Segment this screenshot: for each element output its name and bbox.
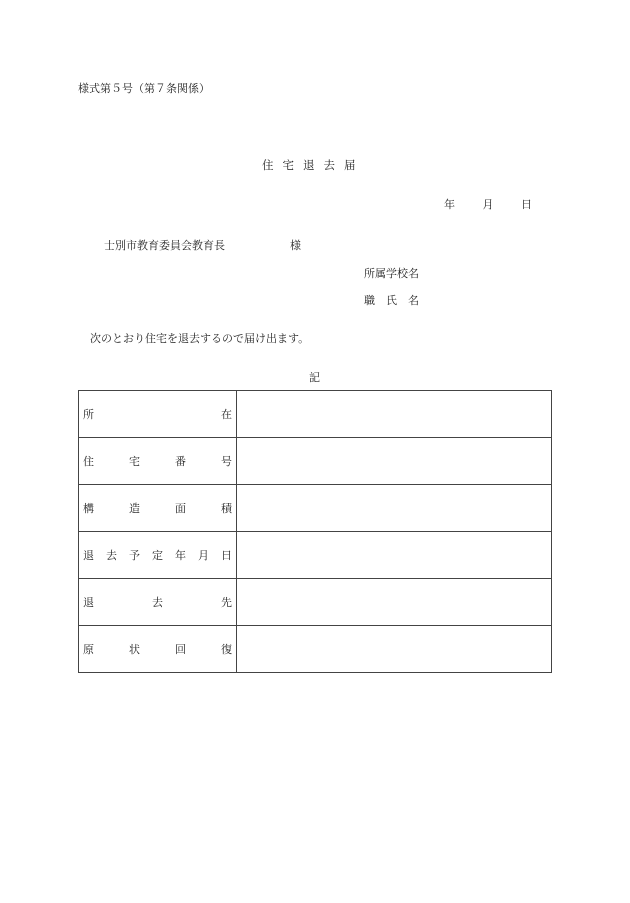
statement-text: 次のとおり住宅を退去するので届け出ます。	[90, 332, 310, 345]
row-label: 退 去 先	[83, 596, 232, 609]
row-value-cell[interactable]	[237, 485, 552, 532]
table-row	[79, 532, 552, 579]
row-label-cell	[79, 532, 237, 579]
date-year-label: 年	[444, 198, 455, 211]
row-label-cell	[79, 391, 237, 438]
table-row	[79, 626, 552, 673]
row-label: 所 在	[83, 408, 232, 421]
row-label: 住 宅 番 号	[83, 455, 232, 468]
table-row	[79, 391, 552, 438]
date-day-label: 日	[521, 198, 532, 211]
row-label: 構 造 面 積	[83, 502, 232, 515]
table-body	[79, 391, 552, 673]
row-value-cell[interactable]	[237, 391, 552, 438]
table-row	[79, 438, 552, 485]
school-name-label: 所属学校名	[364, 267, 419, 280]
addressee-honorific: 様	[290, 239, 301, 252]
row-label: 原 状 回 復	[83, 643, 232, 656]
date-month-label: 月	[482, 198, 494, 211]
row-value-cell[interactable]	[237, 438, 552, 485]
row-value-cell[interactable]	[237, 579, 552, 626]
ki-label: 記	[309, 371, 320, 384]
position-name-label: 職氏名	[364, 294, 430, 307]
row-label-cell	[79, 579, 237, 626]
row-value-cell[interactable]	[237, 626, 552, 673]
record-table	[78, 390, 552, 673]
row-label-cell	[79, 485, 237, 532]
form-reference: 様式第５号（第７条関係）	[78, 82, 210, 95]
row-label-cell	[79, 626, 237, 673]
addressee: 士別市教育委員会教育長	[104, 239, 225, 252]
row-label: 退 去 予 定 年 月 日	[83, 549, 232, 562]
row-value-cell[interactable]	[237, 532, 552, 579]
document-title: 住宅退去届	[262, 158, 365, 172]
date-line	[444, 199, 532, 210]
table-row	[79, 579, 552, 626]
row-label-cell	[79, 438, 237, 485]
table-row	[79, 485, 552, 532]
